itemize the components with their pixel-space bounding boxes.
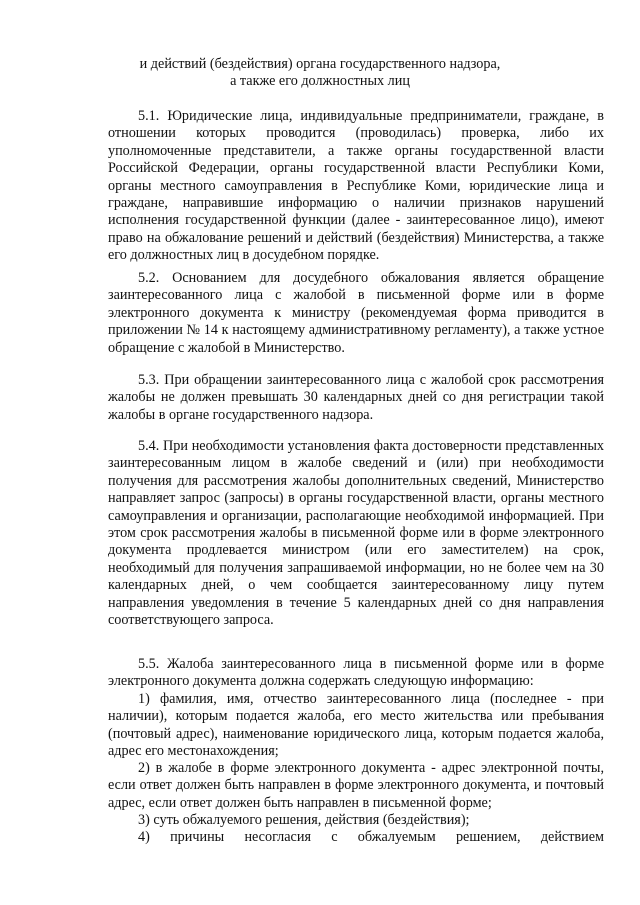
paragraph-5-3: 5.3. При обращении заинтересованного лица с жалобой срок рассмотрения жалобы не должен превышать 30 календарных дней со дня регистрации такой жалобы в органе государственного надзора.: [108, 372, 604, 423]
list-item-2: 2) в жалобе в форме электронного документа - адрес электронной почты, если ответ должен быть направлен в форме электронного документа, и почтовый адрес, если ответ должен быть направлен в письменной форме;: [108, 760, 604, 811]
list-item-3: 3) суть обжалуемого решения, действия (бездействия);: [138, 812, 470, 828]
list-item-4: 4) причины несогласия с обжалуемым решением, действием: [138, 829, 604, 845]
list-item-1: 1) фамилия, имя, отчество заинтересованного лица (последнее - при наличии), которым подается жалоба, его место жительства или пребывания (почтовый адрес), наименование юридического лица, которым подается жалоба, адрес его местонахождения;: [108, 691, 604, 760]
section-heading: [110, 56, 530, 90]
paragraph-5-2: 5.2. Основанием для досудебного обжалования является обращение заинтересованного лица с жалобой в письменной форме или в форме электронного документа к министру (рекомендуемая форма приводится в приложении № 14 к настоящему административному регламенту), а также устное обращение с жалобой в Министерство.: [108, 270, 604, 356]
paragraph-5-1: 5.1. Юридические лица, индивидуальные предприниматели, граждане, в отношении которых проводится (проводилась) проверка, либо их уполномоченные представители, а также органы государственной власти Российской Федерации, органы государственной власти Республики Коми, органы местного самоуправления в Республике Коми, юридические лица и граждане, направившие информацию о наличии признаков нарушений исполнения государственной функции (далее - заинтересованное лицо), имеют право на обжалование решений и действий (бездействия) Министерства, а также его должностных лиц в досудебном порядке.: [108, 108, 604, 264]
heading-line-1: и действий (бездействия) органа государственного надзора,: [139, 56, 501, 72]
paragraph-5-4: 5.4. При необходимости установления факта достоверности представленных заинтересованным лицом в жалобе сведений и (или) при необходимости получения для рассмотрения жалобы дополнительных сведений, Министерство направляет запрос (запросы) в органы государственной власти, органы местного самоуправления и организации, располагающие необходимой информацией. При этом срок рассмотрения жалобы в письменной форме или в форме электронного документа продлевается министром (или его заместителем) на срок, необходимый для получения запрашиваемой информации, но не более чем на 30 календарных дней, о чем сообщается заинтересованному лицу путем направления уведомления в течение 5 календарных дней со дня направления соответствующего запроса.: [108, 438, 604, 629]
paragraph-5-5: 5.5. Жалоба заинтересованного лица в письменной форме или в форме электронного документа должна содержать следующую информацию:: [108, 656, 604, 690]
heading-line-2: а также его должностных лиц: [230, 73, 410, 89]
